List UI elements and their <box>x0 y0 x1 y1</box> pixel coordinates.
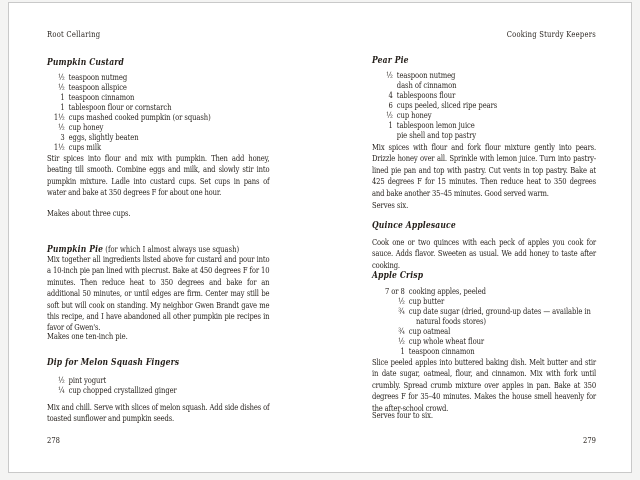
ingredient-text: tablespoons flour <box>396 91 456 101</box>
method-pumpkin-custard: Stir spices into flour and mix with pumpkin. Then add honey, beating till smooth. Combine eggs and milk, and slowly stir into pumpkin mixture. Ladle into custard cups. Set cups in pans of water and bake at 350 degrees F for about one hour. <box>47 154 270 199</box>
ingredient-qty: 3 <box>60 133 65 143</box>
ingredient-list-apple-crisp <box>372 287 596 357</box>
ingredient-list-pumpkin-custard <box>47 73 269 153</box>
page-number-left: 278 <box>47 436 60 446</box>
ingredient-text: pint yogurt <box>68 376 107 386</box>
ingredient-list-melon-dip <box>47 376 269 396</box>
ingredient-qty: 1½ <box>53 113 65 123</box>
ingredient-row <box>47 133 269 143</box>
recipe-title-pumpkin-pie <box>47 237 269 256</box>
ingredient-qty: ½ <box>58 83 65 93</box>
ingredient-text: teaspoon nutmeg <box>68 73 128 83</box>
recipe-title-text: Pumpkin Pie <box>47 244 104 255</box>
ingredient-qty: ½ <box>58 73 65 83</box>
ingredient-row <box>47 376 269 386</box>
ingredient-text: teaspoon cinnamon <box>408 347 475 357</box>
ingredient-row <box>372 121 596 131</box>
ingredient-text: cup date sugar (dried, ground-up dates — available in <box>408 307 591 317</box>
ingredient-text: teaspoon nutmeg <box>396 71 456 81</box>
recipe-title-apple-crisp: Apple Crisp <box>372 270 424 281</box>
running-head-left: Root Cellaring <box>47 30 101 40</box>
ingredient-text: cooking apples, peeled <box>408 287 486 297</box>
ingredient-text: dash of cinnamon <box>396 81 457 91</box>
ingredient-text: tablespoon flour or cornstarch <box>68 103 172 113</box>
method-pear-pie: Mix spices with flour and fork flour mixture gently into pears. Drizzle honey over all. Sprinkle with lemon juice. Turn into pastry-lined pie pan and top with pastry. Cut vents in top pastry. Bake at 425 degrees F for 15 minutes. Then reduce heat to 350 degrees and bake another 35–45 minutes. Good served warm. <box>372 143 596 199</box>
ingredient-row <box>372 307 596 317</box>
ingredient-qty: 1 <box>388 121 393 131</box>
ingredient-row <box>372 297 596 307</box>
ingredient-text: cup whole wheat flour <box>408 337 485 347</box>
ingredient-row <box>372 111 596 121</box>
method-apple-crisp: Slice peeled apples into buttered baking dish. Melt butter and stir in date sugar, oatmeal, flour, and cinnamon. Mix with fork until crumbly. Spread crumb mixture over apples in pan. Bake at 350 degrees F for 35–40 minutes. Makes the house smell heavenly for the after-school crowd. <box>372 358 596 414</box>
ingredient-qty <box>372 81 397 91</box>
ingredient-qty: ¼ <box>58 386 65 396</box>
ingredient-text: cups milk <box>68 143 101 153</box>
book-page-spread <box>8 2 632 473</box>
ingredient-row <box>372 337 596 347</box>
left-page <box>47 3 269 472</box>
ingredient-row <box>372 327 596 337</box>
ingredient-row <box>47 93 269 103</box>
ingredient-text: tablespoon lemon juice <box>396 121 475 131</box>
right-page <box>372 3 596 472</box>
ingredient-text: teaspoon allspice <box>68 83 127 93</box>
ingredient-row <box>372 287 596 297</box>
recipe-title-note: (for which I almost always use squash) <box>103 245 240 255</box>
ingredient-row <box>372 81 596 91</box>
method-pumpkin-pie: Mix together all ingredients listed above for custard and pour into a 10-inch pie pan lined with piecrust. Bake at 450 degrees F for 10 minutes. Then reduce heat to 350 degrees and bake for an additional 50 minutes, or until edges are firm. Center may still be soft but will cook on standing. My neighbor Gwen Brandt gave me this recipe, and I have abandoned all other pumpkin pie recipes in favor of Gwen's. <box>47 255 270 334</box>
ingredient-qty <box>372 317 409 327</box>
ingredient-text: cup honey <box>396 111 432 121</box>
ingredient-qty: 7 or 8 <box>384 287 405 297</box>
ingredient-row <box>372 347 596 357</box>
ingredient-qty: 4 <box>388 91 393 101</box>
recipe-title-pear-pie: Pear Pie <box>372 55 409 66</box>
ingredient-row <box>47 83 269 93</box>
yield-pumpkin-custard: Makes about three cups. <box>47 209 131 219</box>
running-head-right: Cooking Sturdy Keepers <box>506 30 596 40</box>
ingredient-text: cup butter <box>408 297 445 307</box>
ingredient-text: eggs, slightly beaten <box>68 133 139 143</box>
ingredient-qty: ½ <box>58 123 65 133</box>
ingredient-row <box>372 131 596 141</box>
ingredient-row <box>47 143 269 153</box>
ingredient-list-pear-pie <box>372 71 596 141</box>
ingredient-qty: 6 <box>388 101 393 111</box>
ingredient-row <box>372 71 596 81</box>
ingredient-text: cup honey <box>68 123 104 133</box>
ingredient-row <box>372 91 596 101</box>
yield-pumpkin-pie: Makes one ten-inch pie. <box>47 332 128 342</box>
ingredient-text: teaspoon cinnamon <box>68 93 135 103</box>
ingredient-qty <box>372 131 397 141</box>
ingredient-row <box>372 317 596 327</box>
ingredient-text: natural foods stores) <box>416 317 486 327</box>
ingredient-row <box>47 103 269 113</box>
yield-apple-crisp: Serves four to six. <box>372 411 433 421</box>
ingredient-qty: 1 <box>60 103 65 113</box>
ingredient-row <box>47 386 269 396</box>
method-quince-applesauce: Cook one or two quinces with each peck of apples you cook for sauce. Adds flavor. Sweeten as usual. We add honey to taste after cooking. <box>372 238 596 271</box>
ingredient-text: pie shell and top pastry <box>396 131 477 141</box>
ingredient-row <box>372 101 596 111</box>
ingredient-text: cups mashed cooked pumpkin (or squash) <box>68 113 211 123</box>
ingredient-qty: ½ <box>398 337 405 347</box>
ingredient-text: cups peeled, sliced ripe pears <box>396 101 498 111</box>
ingredient-qty: 1 <box>400 347 405 357</box>
ingredient-qty: 1½ <box>53 143 65 153</box>
ingredient-row <box>47 73 269 83</box>
method-melon-dip: Mix and chill. Serve with slices of melon squash. Add side dishes of toasted sunflower and pumpkin seeds. <box>47 403 270 425</box>
yield-pear-pie: Serves six. <box>372 201 409 211</box>
ingredient-text: cup chopped crystallized ginger <box>68 386 177 396</box>
recipe-title-pumpkin-custard: Pumpkin Custard <box>47 57 124 68</box>
ingredient-row <box>47 123 269 133</box>
ingredient-qty: ½ <box>398 297 405 307</box>
ingredient-row <box>47 113 269 123</box>
recipe-title-melon-dip: Dip for Melon Squash Fingers <box>47 357 180 368</box>
ingredient-qty: ½ <box>386 71 393 81</box>
ingredient-qty: 1 <box>60 93 65 103</box>
ingredient-text: cup oatmeal <box>408 327 451 337</box>
page-number-right: 279 <box>583 436 596 446</box>
ingredient-qty: ¾ <box>398 307 405 317</box>
ingredient-qty: ½ <box>386 111 393 121</box>
ingredient-qty: ¾ <box>398 327 405 337</box>
ingredient-qty: ½ <box>58 376 65 386</box>
recipe-title-quince-applesauce: Quince Applesauce <box>372 220 456 231</box>
